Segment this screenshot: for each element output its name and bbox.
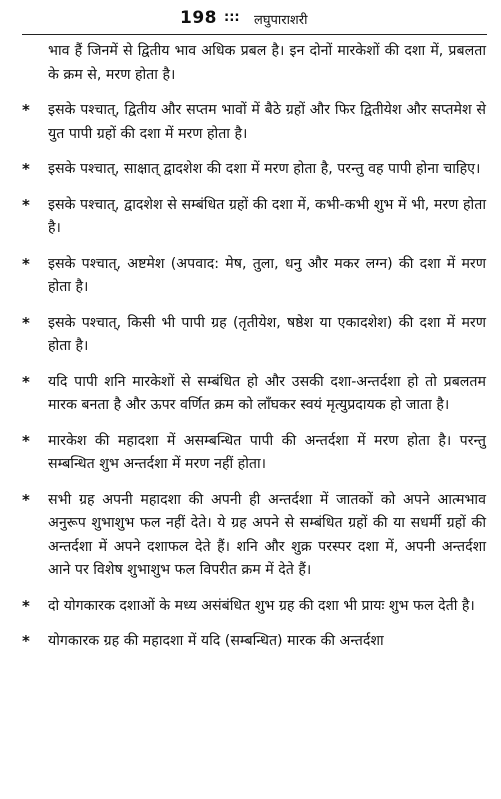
paragraph-text: इसके पश्चात्, साक्षात् द्वादशेश की दशा में मरण होता है, परन्तु वह पापी होना चाहिए। xyxy=(48,161,481,177)
list-item xyxy=(22,489,486,583)
list-item xyxy=(22,253,486,300)
bullet-asterisk: * xyxy=(22,632,30,650)
list-item xyxy=(22,312,486,359)
bullet-asterisk: * xyxy=(22,372,30,391)
list-item xyxy=(22,430,486,477)
page-header xyxy=(0,4,501,36)
header-separator: ::: xyxy=(224,10,240,25)
list-item xyxy=(22,158,486,182)
bullet-asterisk: * xyxy=(22,596,30,615)
paragraph-text: यदि पापी शनि मारकेशों से सम्बंधित हो और उसकी दशा-अन्तर्दशा हो तो प्रबलतम मारक बनता है और ऊपर वर्णित क्रम को लाँघकर स्वयं मृत्युप्रदायक हो जाता है। xyxy=(48,373,486,413)
paragraph-text: इसके पश्चात्, द्वादशेश से सम्बंधित ग्रहों की दशा में, कभी-कभी शुभ में भी, मरण होता है। xyxy=(48,196,486,236)
book-title: लघुपाराशरी xyxy=(254,13,308,28)
paragraph-text: योगकारक ग्रह की महादशा में यदि (सम्बन्धित) मारक की अन्तर्दशा xyxy=(48,633,384,649)
bullet-asterisk: * xyxy=(22,490,30,509)
page-number: 198 xyxy=(180,8,217,28)
paragraph-text: सभी ग्रह अपनी महादशा की अपनी ही अन्तर्दशा में जातकों को अपने आत्मभाव अनुरूप शुभाशुभ फल नहीं देते। ये ग्रह अपने से सम्बंधित ग्रहों की या सधर्मी ग्रहों की अन्तर्दशा में अपने दशाफल देते हैं। शनि और शुक्र परस्पर दशा में, अपनी अन्तर्दशा आने पर विशेष शुभाशुभ फल विपरीत क्रम में देते हैं। xyxy=(48,491,486,578)
bullet-asterisk: * xyxy=(22,254,30,273)
paragraph-text: इसके पश्चात्, द्वितीय और सप्तम भावों में बैठे ग्रहों और फिर द्वितीयेश और सप्तमेश से युत पापी ग्रहों की दशा में मरण होता है। xyxy=(48,102,486,142)
paragraph-text: मारकेश की महादशा में असम्बन्धित पापी की अन्तर्दशा में मरण होता है। परन्तु सम्बन्धित शुभ अन्तर्दशा में मरण नहीं होता। xyxy=(48,432,486,472)
list-item xyxy=(22,595,486,619)
bullet-asterisk: * xyxy=(22,313,30,332)
paragraph-text: इसके पश्चात्, किसी भी पापी ग्रह (तृतीयेश, षष्ठेश या एकादशेश) की दशा में मरण होता है। xyxy=(48,314,486,354)
bullet-asterisk: * xyxy=(22,431,30,450)
bullet-asterisk: * xyxy=(22,101,30,119)
paragraph-text: इसके पश्चात्, अष्टमेश (अपवाद: मेष, तुला, धनु और मकर लग्न) की दशा में मरण होता है। xyxy=(48,255,486,295)
paragraph-text: दो योगकारक दशाओं के मध्य असंबंधित शुभ ग्रह की दशा भी प्रायः शुभ फल देती है। xyxy=(48,597,475,614)
list-item xyxy=(22,99,486,146)
list-item xyxy=(22,630,486,654)
page-body xyxy=(0,40,501,666)
list-item xyxy=(22,371,486,418)
list-item xyxy=(22,194,486,241)
bullet-asterisk: * xyxy=(22,195,30,214)
paragraph-continuation xyxy=(48,40,486,87)
bullet-asterisk: * xyxy=(22,160,30,178)
paragraph-text: भाव हैं जिनमें से द्वितीय भाव अधिक प्रबल है। इन दोनों मारकेशों की दशा में, प्रबलता के क्रम से, मरण होता है। xyxy=(48,43,486,83)
header-rule xyxy=(22,34,487,35)
